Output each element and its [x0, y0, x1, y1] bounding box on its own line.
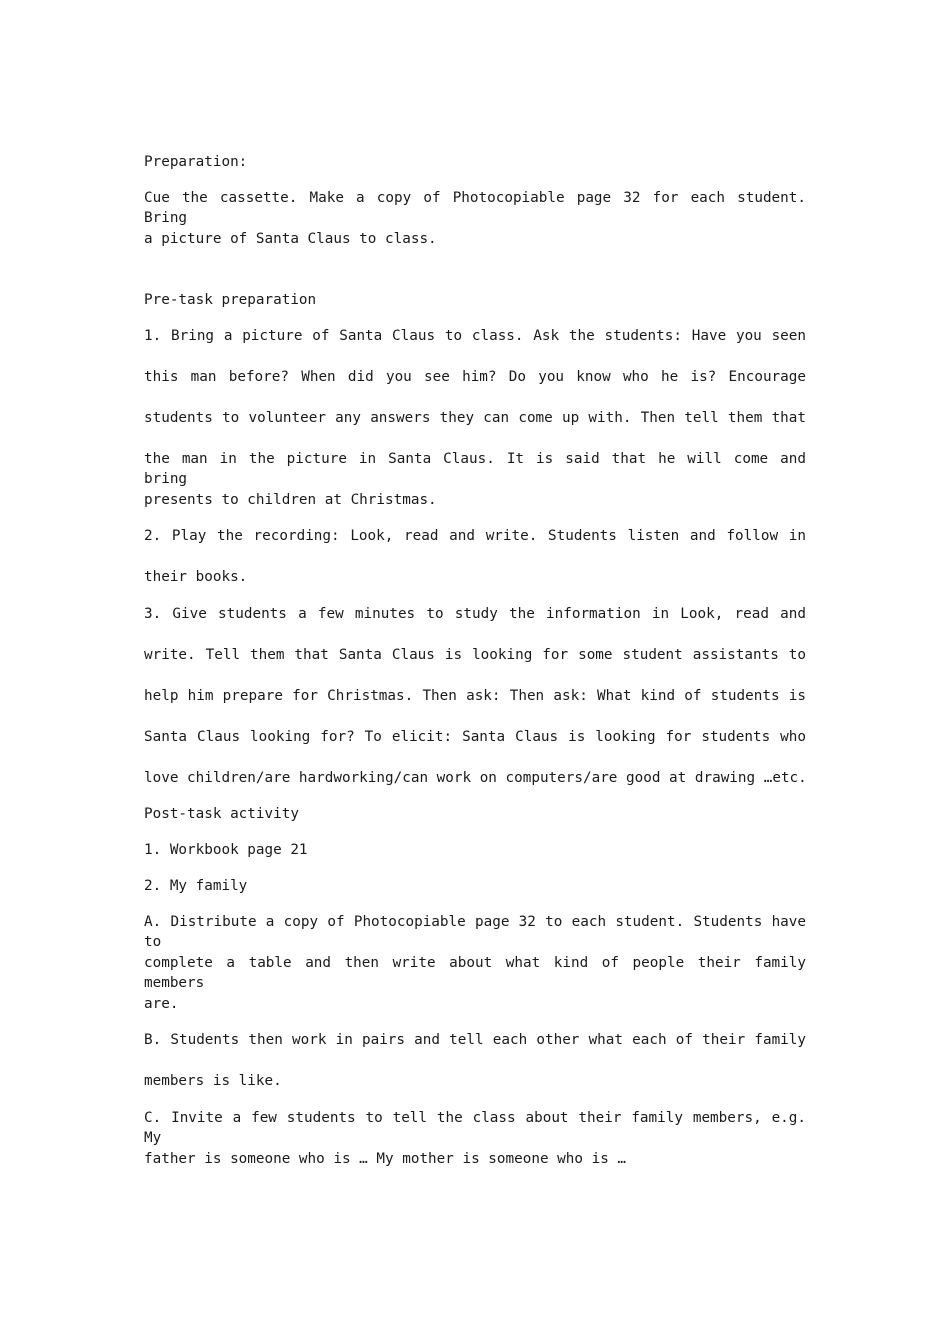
pre-task-heading: Pre-task preparation — [144, 292, 317, 308]
post-task-itemA-line-2: complete a table and then write about what kind of people their family members — [144, 955, 806, 991]
pre-task-item1-line-5: presents to children at Christmas. — [144, 492, 437, 508]
pre-task-item2-line-2: their books. — [144, 569, 248, 585]
pre-task-item1-line-1: 1. Bring a picture of Santa Claus to class. Ask the students: Have you seen — [144, 328, 806, 344]
pre-task-item1-line-4: the man in the picture in Santa Claus. It is said that he will come and bring — [144, 451, 806, 487]
pre-task-item3-line-1: 3. Give students a few minutes to study the information in Look, read and — [144, 606, 806, 622]
pre-task-item2-line-1: 2. Play the recording: Look, read and write. Students listen and follow in — [144, 528, 806, 544]
preparation-line-1: Cue the cassette. Make a copy of Photocopiable page 32 for each student. Bring — [144, 190, 806, 226]
post-task-item1: 1. Workbook page 21 — [144, 842, 308, 858]
pre-task-item1-line-3: students to volunteer any answers they can come up with. Then tell them that — [144, 410, 806, 426]
pre-task-item1-line-2: this man before? When did you see him? Do you know who he is? Encourage — [144, 369, 806, 385]
post-task-item2: 2. My family — [144, 878, 248, 894]
post-task-itemC-line-2: father is someone who is … My mother is someone who is … — [144, 1151, 627, 1167]
pre-task-item3-line-3: help him prepare for Christmas. Then ask: Then ask: What kind of students is — [144, 688, 806, 704]
preparation-heading: Preparation: — [144, 154, 248, 170]
post-task-itemA-line-1: A. Distribute a copy of Photocopiable page 32 to each student. Students have to — [144, 914, 806, 950]
preparation-line-2: a picture of Santa Claus to class. — [144, 231, 437, 247]
pre-task-item3-line-5: love children/are hardworking/can work on computers/are good at drawing …etc. — [144, 770, 807, 786]
pre-task-item3-line-2: write. Tell them that Santa Claus is looking for some student assistants to — [144, 647, 806, 663]
post-task-itemB-line-2: members is like. — [144, 1073, 282, 1089]
post-task-heading: Post-task activity — [144, 806, 299, 822]
pre-task-item3-line-4: Santa Claus looking for? To elicit: Santa Claus is looking for students who — [144, 729, 806, 745]
post-task-itemC-line-1: C. Invite a few students to tell the class about their family members, e.g. My — [144, 1110, 806, 1146]
post-task-itemA-line-3: are. — [144, 996, 179, 1012]
post-task-itemB-line-1: B. Students then work in pairs and tell each other what each of their family — [144, 1032, 806, 1048]
